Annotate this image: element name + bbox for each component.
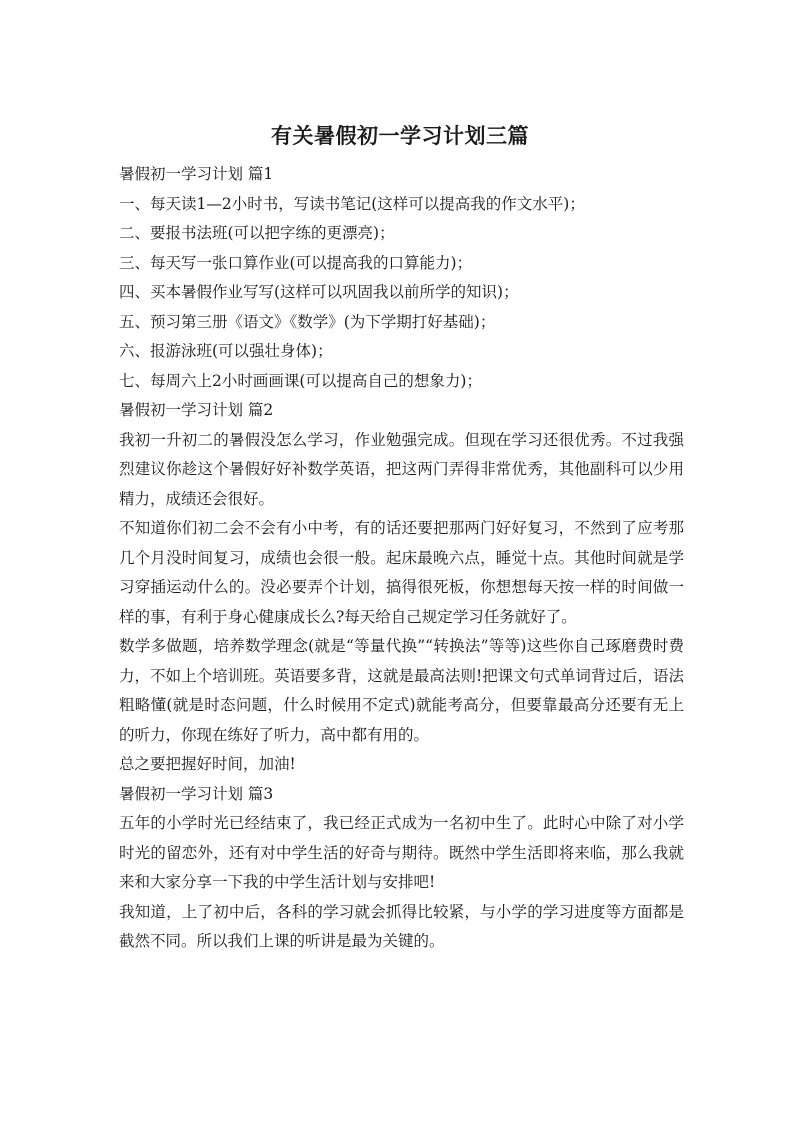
plan-1-item-6: 六、报游泳班(可以强壮身体)； — [119, 342, 333, 360]
document-title: 有关暑假初一学习计划三篇 — [271, 124, 529, 148]
plan-3-paragraph-1: 五年的小学时光已经结束了，我已经正式成为一名初中生了。此时心中除了对小学时光的留恋外，还有对中学生活的好奇与期待。既然中学生活即将来临，那么我就来和大家分享一下我的中学生活计划与安排吧! — [119, 814, 684, 891]
plan-1-item-5: 五、预习第三册《语文》《数学》(为下学期打好基础)； — [119, 312, 496, 331]
plan-1-item-4: 四、买本暑假作业写写(这样可以巩固我以前所学的知识)； — [119, 283, 519, 301]
plan-1-item-3: 三、每天写一张口算作业(可以提高我的口算能力)； — [119, 253, 473, 272]
plan-2-paragraph-3: 数学多做题，培养数学理念(就是“等量代换”“转换法”等等)这些你自己琢磨费时费力，不如上个培训班。英语要多背，这就是最高法则!把课文句式单词背过后，语法粗略懂(就是时态问题，什么时候用不定式)就能考高分，但要靠最高分还要有无上的听力，你现在练好了听力，高中都有用的。 — [119, 637, 684, 744]
section-heading-plan-2: 暑假初一学习计划 篇2 — [119, 401, 274, 419]
section-heading-plan-1: 暑假初一学习计划 篇1 — [119, 165, 274, 183]
plan-2-paragraph-4: 总之要把握好时间，加油! — [119, 755, 296, 773]
section-heading-plan-3: 暑假初一学习计划 篇3 — [119, 784, 274, 803]
plan-1-item-7: 七、每周六上2小时画画课(可以提高自己的想象力)； — [119, 371, 482, 390]
plan-3-paragraph-2: 我知道，上了初中后，各科的学习就会抓得比较紧，与小学的学习进度等方面都是截然不同。所以我们上课的听讲是最为关键的。 — [119, 902, 684, 950]
plan-2-paragraph-2: 不知道你们初二会不会有小中考，有的话还要把那两门好好复习，不然到了应考那几个月没时间复习，成绩也会很一般。起床最晚六点，睡觉十点。其他时间就是学习穿插运动什么的。没必要弄个计划，搞得很死板，你想想每天按一样的时间做一样的事，有利于身心健康成长么?每天给自己规定学习任务就好了。 — [119, 519, 684, 626]
plan-2-paragraph-1: 我初一升初二的暑假没怎么学习，作业勉强完成。但现在学习还很优秀。不过我强烈建议你趁这个暑假好好补数学英语，把这两门弄得非常优秀，其他副科可以少用精力，成绩还会很好。 — [119, 430, 684, 508]
document-body — [119, 160, 684, 957]
plan-1-item-1: 一、每天读1—2小时书，写读书笔记(这样可以提高我的作文水平)； — [119, 194, 585, 213]
plan-1-item-2: 二、要报书法班(可以把字练的更漂亮)； — [119, 224, 395, 242]
